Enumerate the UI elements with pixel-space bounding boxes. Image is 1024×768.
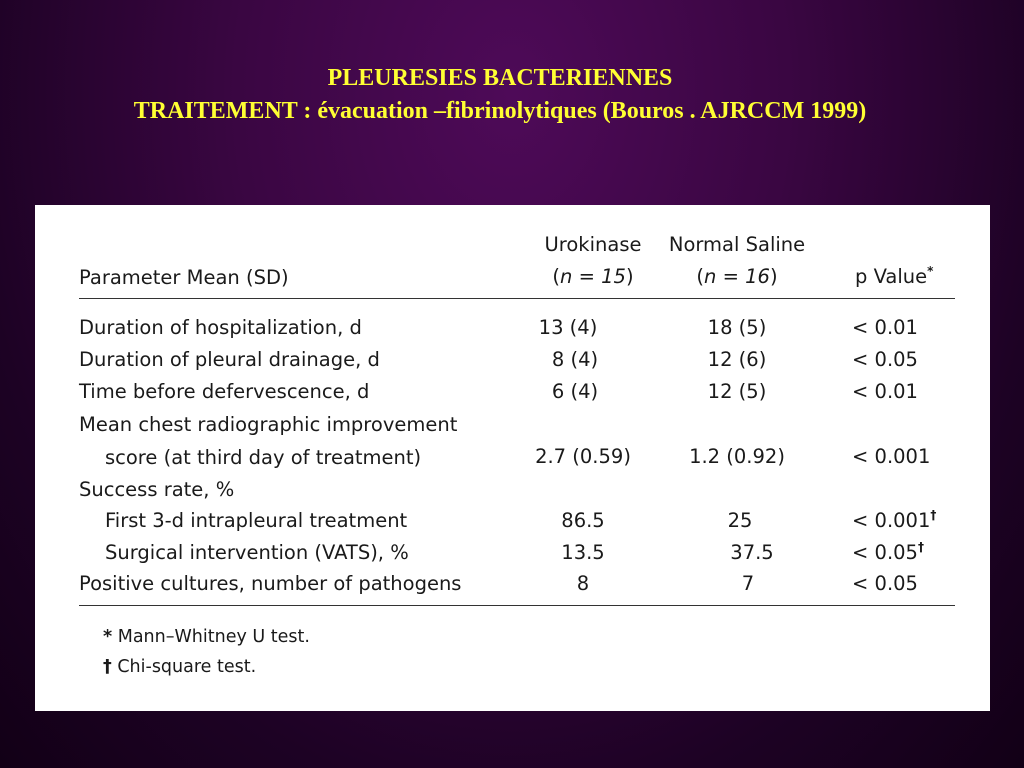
row-label: Surgical intervention (VATS), %: [105, 541, 409, 564]
saline-cell: 12 (5): [707, 380, 767, 403]
pvalue-cell: < 0.05: [852, 572, 918, 595]
urokinase-cell: 13.5: [561, 541, 605, 564]
pvalue-cell: < 0.001†: [852, 508, 937, 532]
row-label: Mean chest radiographic improvement: [79, 413, 458, 436]
col-header-pvalue: p Value*: [855, 264, 934, 288]
urokinase-cell: 13 (4): [538, 316, 598, 339]
footer-rule: [79, 605, 955, 606]
urokinase-cell: 86.5: [561, 509, 605, 532]
col-header-urokinase: Urokinase: [544, 233, 642, 256]
header-rule: [79, 298, 955, 299]
pvalue-cell: < 0.001: [852, 445, 931, 468]
results-table-image: [35, 205, 990, 711]
title-line-1: PLEURESIES BACTERIENNES: [327, 65, 673, 91]
saline-cell: 18 (5): [707, 316, 767, 339]
section-label: Success rate, %: [79, 478, 235, 501]
urokinase-cell: 2.7 (0.59): [535, 445, 631, 468]
row-label: Duration of pleural drainage, d: [79, 348, 380, 371]
col-header-saline-n: (n = 16): [696, 265, 778, 288]
col-header-parameter: Parameter Mean (SD): [79, 266, 289, 289]
saline-cell: 12 (6): [707, 348, 767, 371]
footnote: † Chi-square test.: [103, 657, 257, 677]
pvalue-cell: < 0.05†: [852, 540, 924, 564]
row-label: First 3-d intrapleural treatment: [105, 509, 408, 532]
col-header-saline: Normal Saline: [668, 233, 806, 256]
row-label: Positive cultures, number of pathogens: [79, 572, 462, 595]
saline-cell: 37.5: [730, 541, 774, 564]
col-header-urokinase-n: (n = 15): [552, 265, 634, 288]
saline-cell: 7: [741, 572, 755, 595]
footnote: * Mann–Whitney U test.: [103, 627, 310, 647]
pvalue-cell: < 0.01: [852, 380, 918, 403]
pvalue-cell: < 0.05: [852, 348, 918, 371]
saline-cell: 1.2 (0.92): [689, 445, 785, 468]
slide-title: [0, 62, 1000, 128]
row-label-continuation: score (at third day of treatment): [105, 446, 422, 469]
pvalue-cell: < 0.01: [852, 316, 918, 339]
row-label: Time before defervescence, d: [79, 380, 370, 403]
urokinase-cell: 6 (4): [551, 380, 599, 403]
urokinase-cell: 8: [576, 572, 590, 595]
title-line-2: TRAITEMENT : évacuation –fibrinolytiques (Bouros . AJRCCM 1999): [133, 98, 867, 124]
urokinase-cell: 8 (4): [551, 348, 599, 371]
saline-cell: 25: [727, 509, 753, 532]
row-label: Duration of hospitalization, d: [79, 316, 362, 339]
